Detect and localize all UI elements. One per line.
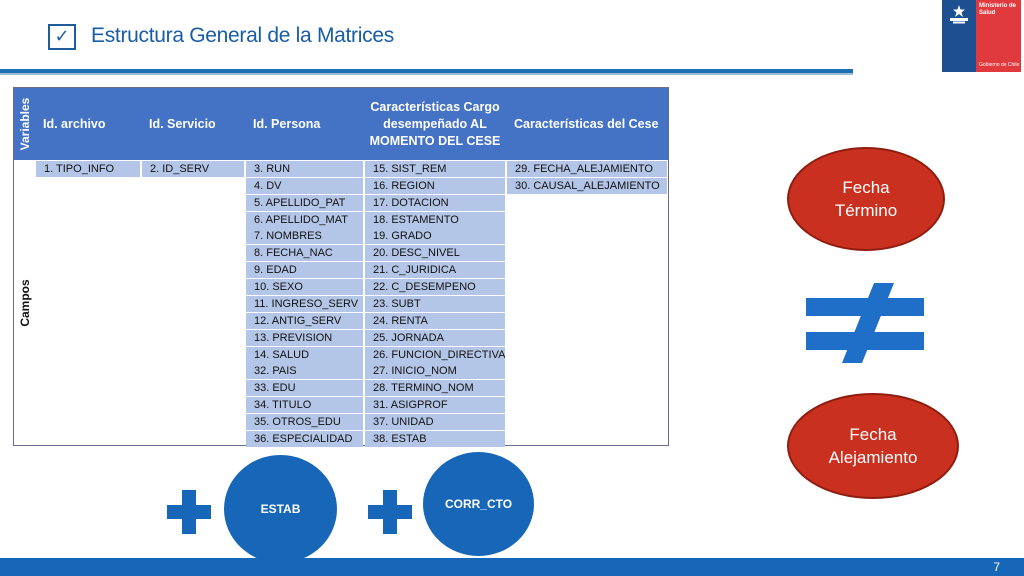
- table-cell: 20. DESC_NIVEL: [365, 245, 505, 261]
- table-cell: 1. TIPO_INFO: [36, 161, 140, 177]
- footer-bar: [0, 558, 1024, 576]
- table-cell: 24. RENTA: [365, 313, 505, 329]
- table-cell: 4. DV: [246, 178, 363, 194]
- table-cell: 7. NOMBRES: [246, 228, 363, 244]
- table-cell: 11. INGRESO_SERV: [246, 296, 363, 312]
- logo-gov-text: Gobierno de Chile: [979, 62, 1020, 68]
- table-cell: 33. EDU: [246, 380, 363, 396]
- logo-ministry-text: Ministerio de Salud: [979, 3, 1017, 16]
- table-cell: 3. RUN: [246, 161, 363, 177]
- row-label-campos: Campos: [14, 160, 35, 445]
- table-cell: 21. C_JURIDICA: [365, 262, 505, 278]
- ministry-logo: [942, 0, 1021, 72]
- checkbox-icon: ✓: [48, 24, 76, 50]
- table-cell: 38. ESTAB: [365, 431, 505, 447]
- oval-fecha-alejamiento: Fecha Alejamiento: [787, 393, 959, 499]
- table-cell: 6. APELLIDO_MAT: [246, 212, 363, 228]
- header-caracteristicas-cargo: Características Cargo desempeñado AL MOMENTO DEL CESE: [364, 88, 506, 160]
- table-cell: 5. APELLIDO_PAT: [246, 195, 363, 211]
- table-cell: 22. C_DESEMPENO: [365, 279, 505, 295]
- page-title: Estructura General de la Matrices: [91, 24, 394, 47]
- oval-estab: ESTAB: [224, 455, 337, 563]
- plus-icon: [167, 490, 211, 534]
- oval-corr-cto: CORR_CTO: [423, 452, 534, 556]
- table-cell: 12. ANTIG_SERV: [246, 313, 363, 329]
- table-cell: 19. GRADO: [365, 228, 505, 244]
- table-cell: 27. INICIO_NOM: [365, 363, 505, 379]
- table-cell: 17. DOTACION: [365, 195, 505, 211]
- plus-icon: [368, 490, 412, 534]
- header-caracteristicas-cese: Características del Cese: [506, 88, 668, 160]
- table-cell: 34. TITULO: [246, 397, 363, 413]
- table-cell: 26. FUNCION_DIRECTIVA: [365, 347, 505, 363]
- header-id-servicio: Id. Servicio: [141, 88, 245, 160]
- table-cell: 9. EDAD: [246, 262, 363, 278]
- table-cell: 35. OTROS_EDU: [246, 414, 363, 430]
- table-cell: 29. FECHA_ALEJAMIENTO: [507, 161, 667, 177]
- table-cell: 18. ESTAMENTO: [365, 212, 505, 228]
- row-label-variables: Variables: [14, 88, 35, 160]
- oval-fecha-termino: Fecha Término: [787, 147, 945, 251]
- table-cell: 28. TERMINO_NOM: [365, 380, 505, 396]
- table-cell: 31. ASIGPROF: [365, 397, 505, 413]
- not-equal-icon: [806, 283, 926, 365]
- table-cell: 25. JORNADA: [365, 330, 505, 346]
- table-cell: 37. UNIDAD: [365, 414, 505, 430]
- table-cell: 15. SIST_REM: [365, 161, 505, 177]
- table-cell: 13. PREVISION: [246, 330, 363, 346]
- table-cell: 8. FECHA_NAC: [246, 245, 363, 261]
- title-underline-shadow: [0, 73, 853, 75]
- table-cell: 2. ID_SERV: [142, 161, 244, 177]
- table-cell: 36. ESPECIALIDAD: [246, 431, 363, 447]
- header-id-archivo: Id. archivo: [35, 88, 141, 160]
- table-cell: 10. SEXO: [246, 279, 363, 295]
- crest-icon: [947, 3, 971, 25]
- header-id-persona: Id. Persona: [245, 88, 364, 160]
- table-cell: 14. SALUD: [246, 347, 363, 363]
- table-cell: 16. REGION: [365, 178, 505, 194]
- page-number: 7: [993, 560, 1000, 574]
- table-cell: 32. PAIS: [246, 363, 363, 379]
- table-cell: 23. SUBT: [365, 296, 505, 312]
- table-cell: 30. CAUSAL_ALEJAMIENTO: [507, 178, 667, 194]
